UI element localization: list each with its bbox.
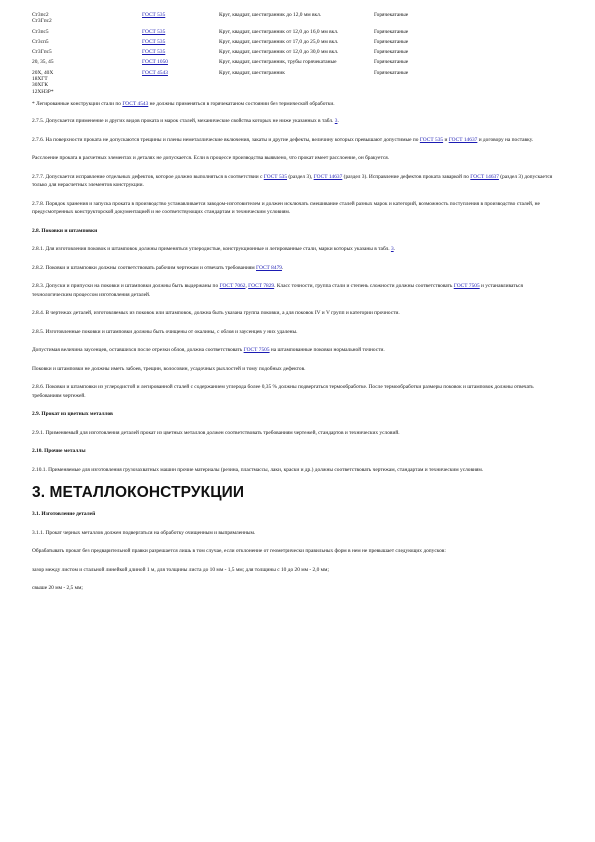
paragraph-2-7-5	[32, 117, 554, 126]
paragraph-text: ,	[245, 283, 249, 290]
paragraph-text: 2.8.2. Поковки и штамповки должны соответствовать рабочим чертежам и отвечать требованиям	[32, 264, 256, 271]
steel-grade-cell	[32, 29, 142, 39]
paragraph-2-9-1: 2.9.1. Применяемый для изготовления деталей прокат из цветных металлов должен соответствовать требованиям чертежей, стандартов и технических условий.	[32, 429, 400, 436]
chapter-heading-3: 3. МЕТАЛЛОКОНСТРУКЦИИ	[32, 484, 245, 502]
gost-link[interactable]: ГОСТ 535	[142, 12, 166, 18]
section-heading-2-8: 2.8. Поковки и штамповки	[32, 227, 98, 234]
paragraph-burrs	[32, 346, 554, 355]
table-row	[32, 12, 472, 29]
steel-grade: Ст3пс5	[32, 28, 49, 35]
gost-link[interactable]: ГОСТ 535	[142, 28, 166, 35]
steel-grade-cell	[32, 59, 142, 69]
table-row	[32, 39, 472, 49]
gost-7505-link[interactable]: ГОСТ 7505	[453, 283, 480, 290]
paragraph-text: Допустимая величина заусенцев, оставшихся после отрезки облоя, должна соответствовать	[32, 347, 244, 354]
paragraph-2-8-6: 2.8.6. Поковки и штамповки из углеродистой и легированной сталей с содержанием углерода более 0,35 % должны подвергаться термообработке. После термообработки размеры поковок и штамповок должны отвечать требованиям чертежей.	[32, 384, 534, 399]
paragraph-text: 2.8.3. Допуски и припуски на поковки и штамповки должны быть выдержаны по	[32, 283, 220, 290]
gost-14637-link[interactable]: ГОСТ 14637	[313, 173, 343, 180]
table-row	[32, 70, 472, 99]
gost-7829-link[interactable]: ГОСТ 7829	[248, 283, 275, 290]
profile-cell: Круг, квадрат, шестигранник от 12,0 до 16,0 мм вкл.	[219, 28, 339, 35]
gost-4543-link[interactable]: ГОСТ 4543	[122, 100, 149, 107]
section-heading-2-10: 2.10. Прочие металлы	[32, 448, 86, 455]
paragraph-straightening: Обрабатывать прокат без предварительной правки разрешается лишь в том случае, если отклонение от геометрически правильных форм в нем не превышает следующих допусков:	[32, 548, 446, 555]
paragraph-2-7-7	[32, 173, 554, 190]
profile-cell: Круг, квадрат, шестигранник, трубы горячекатаные	[219, 59, 337, 66]
steel-grade-cell	[32, 39, 142, 49]
paragraph-2-8-5: 2.8.5. Изготовленные поковки и штамповки должны быть очищены от окалины, с облоя и заусенцев у них удалены.	[32, 328, 298, 335]
paragraph-text: 2.7.6. На поверхности проката не допускаются трещины и плены неметаллические включения, закаты и другие дефекты, величину которых превышают допустимые по	[32, 136, 420, 143]
paragraph-text: и договору на поставку.	[477, 136, 534, 143]
paragraph-text: .	[281, 264, 284, 271]
gost-link[interactable]: ГОСТ 535	[142, 38, 166, 45]
state-cell: Горячекатаные	[374, 69, 409, 76]
steel-grade-cell	[32, 70, 142, 99]
paragraph-delamination: Расслоение проката в расчетных элементах и деталях не допускается. Если в процессе производства выявлено, что прокат имеет расслоение, он бракуется.	[32, 155, 390, 162]
paragraph-2-8-1	[32, 245, 554, 254]
paragraph-text: и устанавливаться технологическим процессом изготовления деталей.	[32, 283, 523, 298]
gost-cell	[142, 39, 219, 49]
state-cell: Горячекатаные	[374, 12, 409, 18]
gost-link[interactable]: ГОСТ 4543	[142, 69, 168, 76]
gost-14637-link[interactable]: ГОСТ 14637	[470, 173, 499, 180]
table-footnote	[32, 100, 554, 109]
paragraph-2-7-6	[32, 136, 554, 145]
paragraph-gap-tolerance: зазор между листом и стальной линейкой длиной 1 м, для толщины листа до 10 мм - 1,5 мм; для толщины с 10 до 20 мм - 2,0 мм;	[32, 566, 329, 573]
paragraph-2-8-3	[32, 282, 554, 299]
state-cell: Горячекатаные	[374, 59, 409, 66]
paragraph-2-10-1: 2.10.1. Применяемые для изготовления грузозахватных машин прочие материалы (резина, пластмассы, лаки, краски и др.) должны соответствовать чертежам, стандартам и техническим условиям.	[32, 466, 484, 473]
steel-grade-cell	[32, 49, 142, 59]
gost-8479-link[interactable]: ГОСТ 8479	[256, 264, 282, 271]
steel-grade: 20Х, 40Х	[32, 69, 54, 76]
document-page	[32, 12, 554, 603]
gost-link[interactable]: ГОСТ 535	[142, 49, 166, 56]
steel-grade-cell	[32, 12, 142, 29]
footnote-text-end: не должны применяться в горячекатаном состоянии без термической обработки.	[148, 100, 335, 107]
steel-grade: 20, 35, 45	[32, 59, 54, 66]
paragraph-forging-defects: Поковки и штамповки не должны иметь забоев, трещин, волосовин, усадочных рыхлостей и тому подобных дефектов.	[32, 365, 306, 372]
paragraph-text: и	[443, 136, 449, 143]
gost-14637-link[interactable]: ГОСТ 14637	[448, 136, 478, 143]
state-cell: Горячекатаные	[374, 28, 409, 35]
profile-cell: Круг, квадрат, шестигранник до 12,0 мм вкл.	[219, 12, 322, 18]
gost-cell	[142, 49, 219, 59]
steel-grade: Ст3сп5	[32, 38, 49, 45]
table-row	[32, 59, 472, 69]
profile-cell: Круг, квадрат, шестигранник от 17,0 до 25,0 мм вкл.	[219, 38, 339, 45]
gost-cell	[142, 70, 219, 99]
paragraph-text: (раздел 3) допускается только для нерасчетных элементов конструкции.	[32, 173, 553, 189]
steel-grade: 30ХГК	[32, 82, 48, 89]
state-cell: Горячекатаные	[374, 49, 409, 56]
table-row	[32, 49, 472, 59]
table-row	[32, 29, 472, 39]
gost-535-link[interactable]: ГОСТ 535	[419, 136, 444, 143]
paragraph-over-20mm: свыше 20 мм - 2,5 мм;	[32, 585, 83, 592]
gost-cell	[142, 29, 219, 39]
gost-7062-link[interactable]: ГОСТ 7062	[219, 283, 246, 290]
gost-cell	[142, 12, 219, 29]
paragraph-text: 2.8.1. Для изготовления поковок и штамповок должны применяться углеродистые, конструкционные и легированные стали, марки которых указаны в табл.	[32, 246, 391, 253]
paragraph-text: (раздел 3),	[287, 173, 314, 180]
gost-link[interactable]: ГОСТ 1050	[142, 59, 168, 66]
gost-535-link[interactable]: ГОСТ 535	[263, 173, 288, 180]
profile-cell: Круг, квадрат, шестигранник	[219, 69, 285, 76]
state-cell: Горячекатаные	[374, 38, 409, 45]
section-heading-3-1: 3.1. Изготовление деталей	[32, 511, 96, 518]
paragraph-2-8-2	[32, 264, 554, 273]
steel-grade: 12ХН3Р*	[32, 88, 54, 95]
profile-cell: Круг, квадрат, шестигранник от 12,0 до 30,0 мм вкл.	[219, 49, 339, 56]
steel-grade: Ст3Гпс5	[32, 49, 52, 56]
paragraph-text: . Класс точности, группа стали и степень сложности должны соответствовать	[274, 283, 454, 290]
paragraph-2-8-4: 2.8.4. В чертежах деталей, изготовляемых из поковок или штамповок, должна быть указана группа поковки, а для поковок IV и V групп и категории прочности.	[32, 310, 400, 317]
footnote-text: * Легированные конструкции стали по	[32, 100, 123, 107]
table-3-link[interactable]: 3	[334, 118, 338, 125]
paragraph-text: .	[393, 246, 395, 253]
paragraph-text: 2.7.7. Допускается исправление отдельных дефектов, которое должно выполняться в соответствии с	[32, 173, 264, 180]
paragraph-2-7-8: 2.7.8. Порядок хранения и запуска проката в производство устанавливается заводом-изготовителем и должен исключать смешивание сталей разных марок и категорий, возможность поступления в производство сталей, не предусмотренных конструкторской документацией и не соответствующих стандартам и техническим условиям.	[32, 200, 540, 216]
section-heading-2-9: 2.9. Прокат из цветных металлов	[32, 411, 113, 418]
steel-grade: 18ХГТ	[32, 76, 48, 83]
paragraph-text: 2.7.5. Допускается применение и других видов проката и марок сталей, механические свойства которых не ниже указанных в табл.	[32, 118, 335, 125]
paragraph-text: .	[337, 118, 339, 125]
paragraph-3-1-1: 3.1.1. Прокат черных металлов должен подвергаться на обработку очищенным и выпрямленным.	[32, 529, 256, 536]
steel-grade: Ст3Гпс2	[32, 18, 52, 25]
steel-grade: Ст3пс2	[32, 12, 49, 18]
gost-7505-link[interactable]: ГОСТ 7505	[243, 347, 270, 354]
paragraph-text: (раздел 3). Исправление дефектов проката заваркой по	[342, 173, 471, 180]
table-3-link[interactable]: 3	[390, 246, 394, 253]
paragraph-text: на штампованные поковки нормальной точности.	[269, 347, 385, 354]
gost-cell	[142, 59, 219, 69]
steel-grades-table	[32, 12, 472, 99]
